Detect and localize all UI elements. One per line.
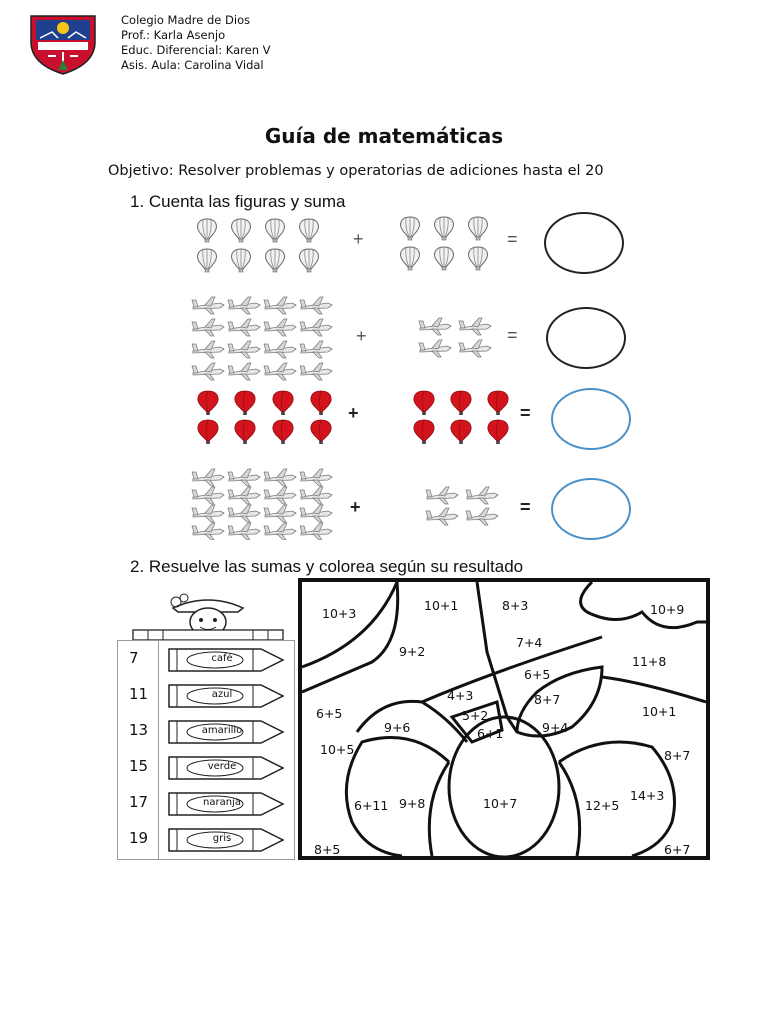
sum-label: 11+8 [632,654,667,669]
row-2-left-planes [192,297,332,380]
row-2-plus: + [356,326,367,346]
sum-label: 8+7 [664,748,691,763]
key-number: 19 [129,829,149,847]
crayon-label: naranja [203,797,241,808]
key-row-15 [117,748,293,788]
sum-label: 14+3 [630,788,665,803]
key-row-17 [117,784,293,824]
key-number: 13 [129,721,149,739]
sum-label: 5+2 [462,708,489,723]
row-1-equals: = [507,229,518,249]
sum-label: 12+5 [585,798,620,813]
sum-label: 8+3 [502,598,529,613]
sum-label: 6+11 [354,798,389,813]
row-4-right-planes [426,487,498,525]
section-1-heading: 1. Cuenta las figuras y suma [130,192,346,211]
special-ed-teacher: Educ. Diferencial: Karen V [121,43,271,57]
row-2-right-planes [419,318,491,357]
key-row-11 [117,676,293,716]
key-row-7 [117,640,293,680]
answer-circle-2[interactable] [546,307,626,369]
row-1-plus: + [353,229,364,249]
sum-label: 9+2 [399,644,426,659]
crayon-label: gris [212,833,232,844]
sum-label: 9+4 [542,720,569,735]
sum-label: 7+4 [516,635,543,650]
sum-label: 8+7 [534,692,561,707]
key-number: 17 [129,793,149,811]
key-number: 7 [129,649,139,667]
row-3-left-red-balloons [198,391,331,444]
key-row-13 [117,712,293,752]
color-by-number-picture[interactable] [298,578,710,860]
sum-label: 10+5 [320,742,355,757]
sum-label: 9+8 [399,796,426,811]
row-1-right-balloons [401,217,488,270]
sum-label: 4+3 [447,688,474,703]
row-4-plus: + [350,497,361,517]
sum-label: 10+9 [650,602,685,617]
sum-label: 6+1 [477,726,504,741]
school-name: Colegio Madre de Dios [121,13,251,27]
scarecrow-illustration [128,590,288,640]
row-1-left-balloons [198,219,319,272]
sum-label: 10+1 [642,704,677,719]
sum-label: 10+1 [424,598,459,613]
key-number: 11 [129,685,149,703]
classroom-assistant: Asis. Aula: Carolina Vidal [121,58,264,72]
sum-label: 9+6 [384,720,411,735]
answer-circle-4[interactable] [551,478,631,540]
row-2-equals: = [507,325,518,345]
row-3-right-red-balloons [414,391,508,444]
sum-label: 6+7 [664,842,691,857]
key-number: 15 [129,757,149,775]
crayon-label: café [211,653,233,664]
row-4-equals: = [520,497,531,517]
section-2-heading: 2. Resuelve las sumas y colorea según su resultado [130,557,524,576]
row-3-equals: = [520,403,531,423]
sum-label: 8+5 [314,842,341,857]
sum-label: 10+3 [322,606,357,621]
objective: Objetivo: Resolver problemas y operatorias de adiciones hasta el 20 [108,163,604,179]
sum-label: 6+5 [524,667,551,682]
sum-label: 10+7 [483,796,518,811]
row-4-left-planes [192,469,332,540]
answer-circle-1[interactable] [544,212,624,274]
key-row-19 [117,820,293,860]
crayon-label: verde [207,761,237,772]
teacher-name: Prof.: Karla Asenjo [121,28,226,42]
school-logo [28,12,98,76]
crayon-label: azul [211,689,233,700]
crayon-label: amarillo [201,725,243,736]
page-title: Guía de matemáticas [264,124,504,148]
sum-label: 6+5 [316,706,343,721]
answer-circle-3[interactable] [551,388,631,450]
row-3-plus: + [348,403,359,423]
